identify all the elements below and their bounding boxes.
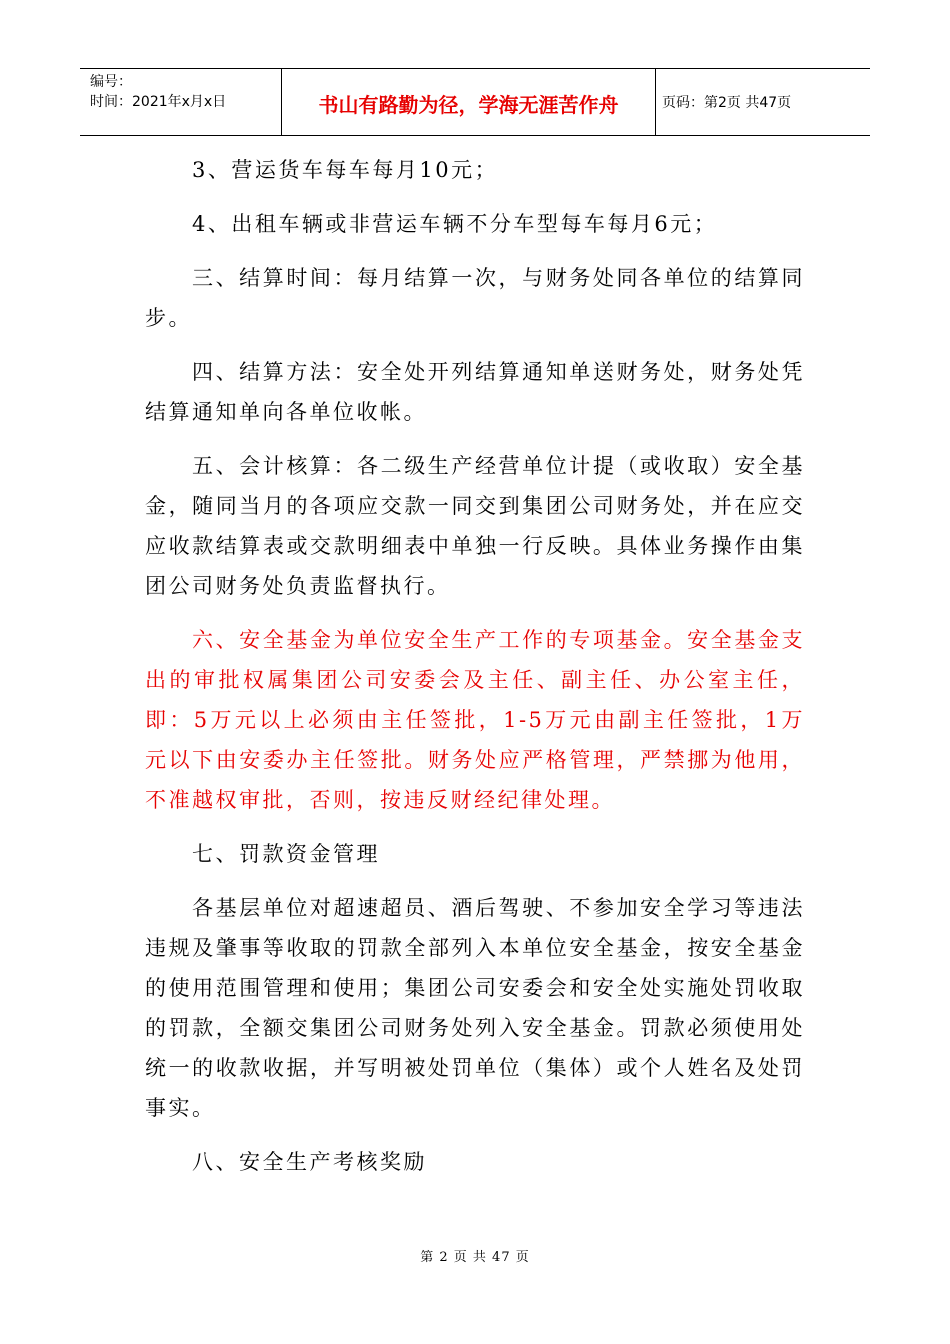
header-meta [80, 69, 282, 135]
paragraph: 各基层单位对超速超员、酒后驾驶、不参加安全学习等违法违规及肇事等收取的罚款全部列入本单位安全基金，按安全基金的使用范围管理和使用；集团公司安委会和安全处实施处罚收取的罚款，全额交集团公司财务处列入安全基金。罚款必须使用处统一的收款收据，并写明被处罚单位（集体）或个人姓名及处罚事实。 [145, 896, 805, 1120]
section-heading: 八、安全生产考核奖励 [192, 1150, 427, 1174]
document-date: 时间：2021年x月x日 [90, 94, 227, 110]
header-motto: 书山有路勤为径，学海无涯苦作舟 [282, 69, 656, 135]
paragraph: 五、会计核算：各二级生产经营单位计提（或收取）安全基金，随同当月的各项应交款一同交到集团公司财务处，并在应交应收款结算表或交款明细表中单独一行反映。具体业务操作由集团公司财务处负责监督执行。 [145, 454, 805, 598]
highlighted-paragraph: 六、安全基金为单位安全生产工作的专项基金。安全基金支出的审批权属集团公司安委会及主任、副主任、办公室主任，即：5万元以上必须由主任签批，1-5万元由副主任签批，1万元以下由安委办主任签批。财务处应严格管理，严禁挪为他用，不准越权审批，否则，按违反财经纪律处理。 [145, 628, 805, 812]
section-heading: 七、罚款资金管理 [192, 842, 380, 866]
paragraph: 四、结算方法：安全处开列结算通知单送财务处，财务处凭结算通知单向各单位收帐。 [145, 360, 805, 424]
page-header [80, 68, 870, 136]
document-number-label: 编号： [90, 74, 132, 90]
paragraph: 三、结算时间：每月结算一次，与财务处同各单位的结算同步。 [145, 266, 805, 330]
page-footer: 第 2 页 共 47 页 [420, 1250, 530, 1265]
paragraph: 3、营运货车每车每月10元； [192, 158, 499, 182]
header-page-info: 页码：第2页 共47页 [662, 95, 792, 111]
document-body [145, 150, 805, 1196]
paragraph: 4、出租车辆或非营运车辆不分车型每车每月6元； [192, 212, 718, 236]
